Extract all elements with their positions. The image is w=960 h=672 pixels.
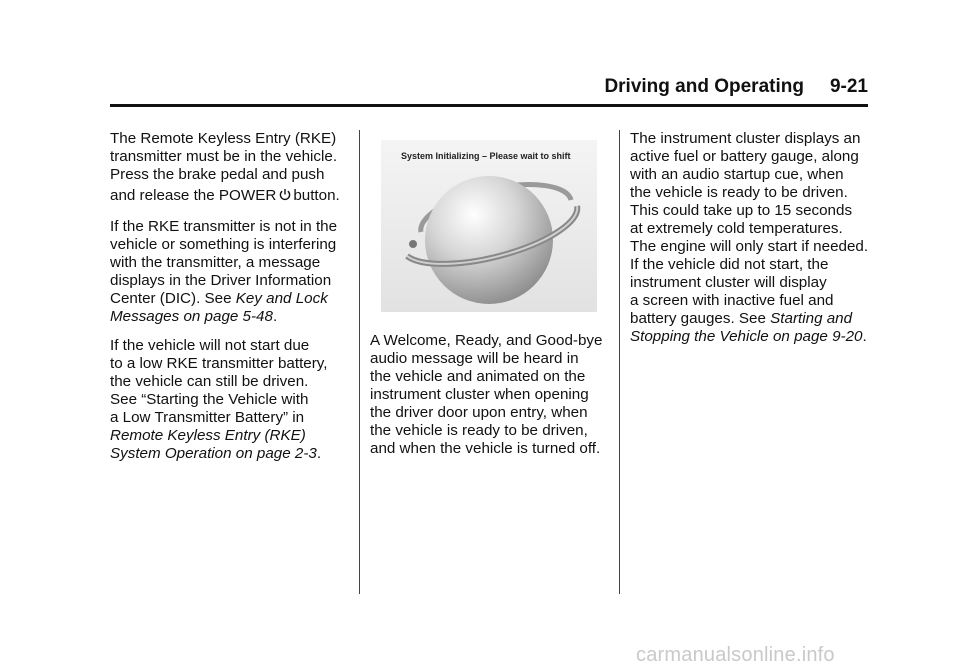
section-title: Driving and Operating (604, 76, 804, 97)
column-2 (370, 332, 606, 469)
text-line: The instrument cluster displays an (630, 130, 861, 147)
text-line: displays in the Driver Information (110, 272, 332, 289)
text-line: with the transmitter, a message (110, 254, 321, 271)
text-line: If the vehicle will not start due (110, 337, 310, 354)
paragraph-rke-required (110, 130, 355, 207)
cross-reference[interactable]: Stopping the Vehicle on page 9-20 (630, 328, 863, 345)
text-line (110, 445, 355, 463)
text-line: the vehicle is ready to be driven. (630, 184, 848, 201)
cross-reference[interactable]: Messages on page 5-48 (110, 308, 273, 325)
text-line: If the vehicle did not start, the (630, 256, 829, 273)
text-line: A Welcome, Ready, and Good-bye (370, 332, 603, 349)
text-line: and when the vehicle is turned off. (370, 440, 601, 457)
text-line: This could take up to 15 seconds (630, 202, 853, 219)
cross-reference[interactable]: System Operation on page 2-3 (110, 445, 317, 462)
cross-reference[interactable]: Remote Keyless Entry (RKE) (110, 427, 306, 444)
text-line: to a low RKE transmitter battery, (110, 355, 328, 372)
text-fragment: . (316, 445, 322, 462)
text-fragment: button. (293, 187, 340, 204)
text-line (630, 310, 870, 328)
text-line: The Remote Keyless Entry (RKE) (110, 130, 337, 147)
paragraph-low-battery (110, 337, 355, 463)
text-line: the vehicle and animated on the (370, 368, 586, 385)
column-divider-1 (359, 130, 360, 594)
text-line: instrument cluster when opening (370, 386, 589, 403)
column-1 (110, 130, 355, 474)
text-line: the vehicle is ready to be driven, (370, 422, 588, 439)
power-icon (279, 188, 291, 207)
text-line (110, 308, 355, 326)
text-line: transmitter must be in the vehicle. (110, 148, 338, 165)
text-line: active fuel or battery gauge, along (630, 148, 859, 165)
text-line: at extremely cold temperatures. (630, 220, 843, 237)
text-line (110, 290, 355, 308)
text-line: the vehicle can still be driven. (110, 373, 309, 390)
text-fragment: battery gauges. See (630, 310, 771, 327)
text-line: with an audio startup cue, when (630, 166, 844, 183)
header-rule (110, 104, 868, 107)
page-number: 9-21 (829, 76, 868, 97)
text-line: Press the brake pedal and push (110, 166, 325, 183)
text-line: audio message will be heard in (370, 350, 579, 367)
text-line: instrument cluster will display (630, 274, 827, 291)
paragraph-rke-not-in-vehicle (110, 218, 355, 326)
text-line: a Low Transmitter Battery” in (110, 409, 305, 426)
column-divider-2 (619, 130, 620, 594)
cross-reference[interactable]: Starting and (770, 310, 853, 327)
watermark-logo: carmanualsonline.info (636, 644, 835, 666)
text-line (110, 187, 355, 207)
text-line: If the RKE transmitter is not in the (110, 218, 338, 235)
text-fragment: . (862, 328, 867, 345)
text-line: vehicle or something is interfering (110, 236, 337, 253)
paragraph-cluster-display (630, 130, 870, 346)
text-fragment: Center (DIC). See (110, 290, 236, 307)
cluster-startup-illustration (381, 140, 597, 312)
screen-caption: System Initializing – Please wait to shift (401, 151, 571, 161)
text-fragment: . (272, 308, 278, 325)
text-line (630, 328, 870, 346)
text-fragment: and release the POWER (110, 187, 277, 204)
text-line: a screen with inactive fuel and (630, 292, 834, 309)
column-3 (630, 130, 870, 357)
page-header (110, 76, 868, 104)
text-line: See “Starting the Vehicle with (110, 391, 309, 408)
text-line: the driver door upon entry, when (370, 404, 588, 421)
text-line: The engine will only start if needed. (630, 238, 869, 255)
cross-reference[interactable]: Key and Lock (235, 290, 328, 307)
paragraph-audio-message (370, 332, 606, 458)
